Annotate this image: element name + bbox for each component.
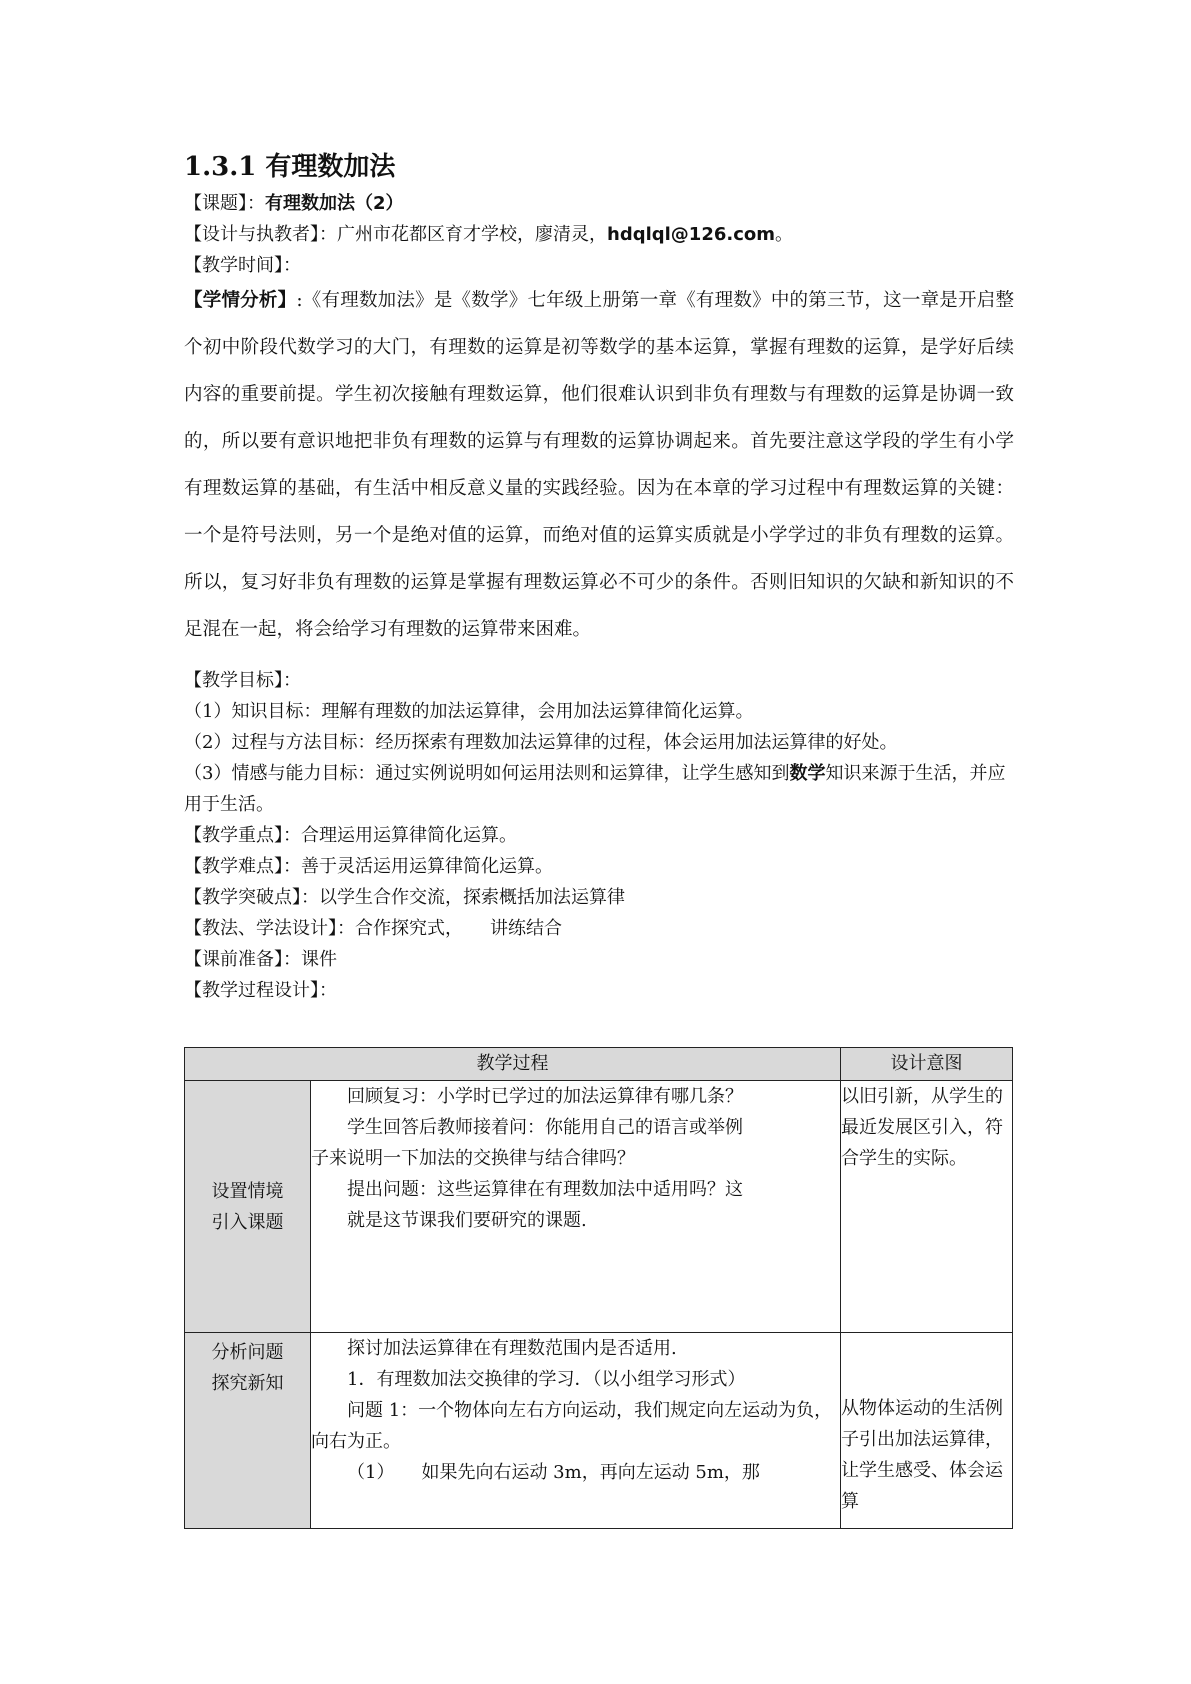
methods-value: 合作探究式， 讲练结合 <box>355 918 562 939</box>
header-intent: 设计意图 <box>841 1048 1013 1081</box>
analysis-label: 【学情分析】 <box>184 290 297 311</box>
designer-suffix: 。 <box>775 224 794 245</box>
process-line: 子来说明一下加法的交换律与结合律吗？ <box>311 1148 635 1169</box>
methods-line <box>184 913 1014 944</box>
stage-cell <box>185 1081 311 1333</box>
goal-item-1: （1）知识目标：理解有理数的加法运算律，会用加法运算律简化运算。 <box>184 701 754 722</box>
topic-line <box>184 188 1014 219</box>
designer-label: 【设计与执教者】： <box>184 224 337 245</box>
breakthrough-label: 【教学突破点】： <box>184 887 319 908</box>
prep-value: 课件 <box>301 949 337 970</box>
process-line: 探讨加法运算律在有理数范围内是否适用. <box>347 1338 677 1359</box>
intent-cell: 从物体运动的生活例子引出加法运算律，让学生感受、体会运算 <box>841 1333 1013 1529</box>
process-line: 问题 1：一个物体向左右方向运动，我们规定向左运动为负，向右为正。 <box>311 1400 833 1452</box>
difficulty-label: 【教学难点】： <box>184 856 301 877</box>
process-line: 1．有理数加法交换律的学习．（以小组学习形式） <box>347 1369 746 1390</box>
table-row <box>185 1333 1013 1529</box>
analysis-paragraph <box>184 277 1014 653</box>
stage-line: 分析问题 <box>211 1342 284 1363</box>
time-label: 【教学时间】： <box>184 255 301 276</box>
stage-line: 引入课题 <box>211 1211 284 1233</box>
key-point-value: 合理运用运算律简化运算。 <box>301 825 517 846</box>
prep-label: 【课前准备】： <box>184 949 301 970</box>
process-line: 回顾复习：小学时已学过的加法运算律有哪几条？ <box>347 1086 743 1107</box>
process-cell <box>311 1081 841 1333</box>
intent-cell: 以旧引新，从学生的最近发展区引入，符合学生的实际。 <box>841 1081 1013 1333</box>
process-line: 就是这节课我们要研究的课题. <box>347 1210 587 1231</box>
goal-item-3-bold: 数学 <box>789 763 826 784</box>
stage-cell <box>185 1333 311 1529</box>
process-line: （1） 如果先向右运动 3m，再向左运动 5m，那 <box>347 1462 760 1483</box>
key-point-line <box>184 820 1014 851</box>
stage-line: 设置情境 <box>211 1180 284 1202</box>
table-row <box>185 1081 1013 1333</box>
goal-item-2: （2）过程与方法目标：经历探索有理数加法运算律的过程，体会运用加法运算律的好处。 <box>184 732 898 753</box>
header-process: 教学过程 <box>185 1048 841 1081</box>
process-cell <box>311 1333 841 1529</box>
goal-item-3-pre: （3）情感与能力目标：通过实例说明如何运用法则和运算律，让学生感知到 <box>184 763 790 784</box>
difficulty-value: 善于灵活运用运算律简化运算。 <box>301 856 553 877</box>
process-label: 【教学过程设计】： <box>184 980 337 1001</box>
process-line: 学生回答后教师接着问：你能用自己的语言或举例 <box>347 1117 743 1138</box>
process-line: 提出问题：这些运算律在有理数加法中适用吗？这 <box>347 1179 743 1200</box>
designer-value: 广州市花都区育才学校，廖清灵， <box>337 224 607 245</box>
designer-email: hdqlql@126.com <box>607 224 776 245</box>
stage-line: 探究新知 <box>211 1373 284 1394</box>
goal-item-3 <box>184 758 1014 820</box>
methods-label: 【教法、学法设计】： <box>184 918 355 939</box>
document-body <box>184 150 1014 1006</box>
designer-line <box>184 219 1014 250</box>
topic-label: 【课题】： <box>184 193 265 214</box>
difficulty-line <box>184 851 1014 882</box>
breakthrough-line <box>184 882 1014 913</box>
key-point-label: 【教学重点】： <box>184 825 301 846</box>
page-title: 1.3.1 有理数加法 <box>184 152 396 182</box>
breakthrough-value: 以学生合作交流，探索概括加法运算律 <box>319 887 625 908</box>
topic-value: 有理数加法（2） <box>265 193 404 214</box>
process-table <box>184 1047 1013 1529</box>
analysis-text: :《有理数加法》是《数学》七年级上册第一章《有理数》中的第三节，这一章是开启整个初中阶段代数学习的大门，有理数的运算是初等数学的基本运算，掌握有理数的运算，是学好后续内容的重要前提。学生初次接触有理数运算，他们很难认识到非负有理数与有理数的运算是协调一致的，所以要有意识地把非负有理数的运算与有理数的运算协调起来。首先要注意这学段的学生有小学有理数运算的基础，有生活中相反意义量的实践经验。因为在本章的学习过程中有理数运算的关键：一个是符号法则，另一个是绝对值的运算，而绝对值的运算实质就是小学学过的非负有理数的运算。所以，复习好非负有理数的运算是掌握有理数运算必不可少的条件。否则旧知识的欠缺和新知识的不足混在一起，将会给学习有理数的运算带来困难。 <box>184 290 1014 640</box>
goals-label: 【教学目标】： <box>184 670 301 691</box>
goal-item-3-post: 知识来源于生活，并应用于生活。 <box>184 763 1006 815</box>
table-header-row <box>185 1048 1013 1081</box>
prep-line <box>184 944 1014 975</box>
